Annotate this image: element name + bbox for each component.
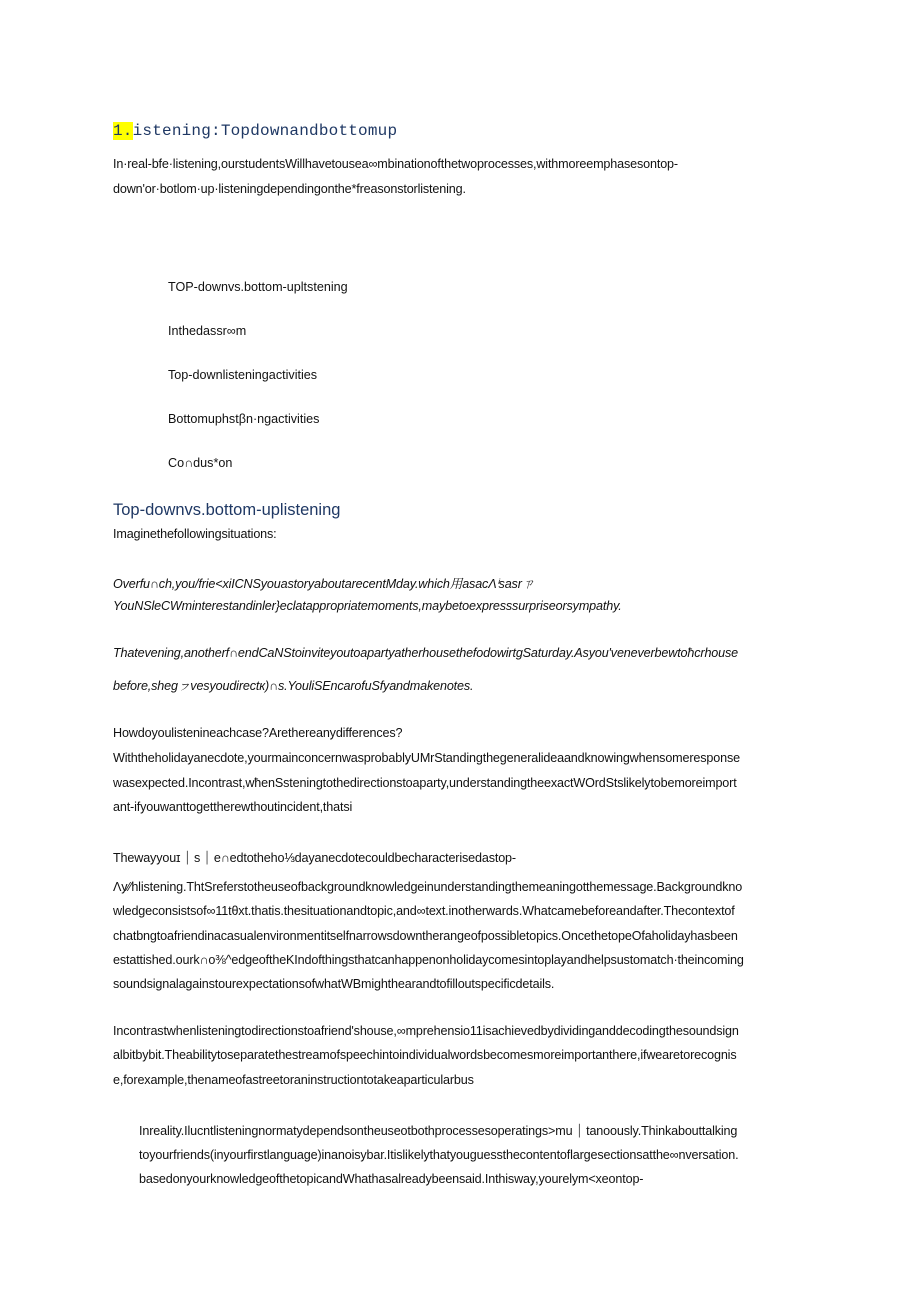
- topdown-line-4: chatbngtoafriendinacasualenvironmentitselfnarrowsdowntherangeofpossibletopics.OncethetopeOfaholidayhasbeen: [113, 929, 738, 943]
- question-line-3: wasexpected.Incontrast,wħenSsteningtothedirectionstoaparty,understandingtheexactWOrdStslikelytobemoreimport: [113, 776, 737, 790]
- situation2-line-1: Thatevening,anotherf∩endCaNStoinviteyoutoapartyatherhousethefodowirtgSaturday.Asyou'veneverbewtoħcrhouse: [113, 646, 739, 660]
- situation1-line-2: YouNSleCWminterestandinler}eclatappropriatemoments,maybetoexpresssurpriseorsympathy.: [113, 599, 622, 613]
- reality-line-3: basedonyourknowledgeofthetopicandWhathasalreadybeensaid.Inthisway,yourelym<xeontop-: [139, 1172, 644, 1186]
- bottomup-line-1: Incontrastwhenlisteningtodirectionstoafriend'shouse,∞mprehensio11isachievedbydividinganddecodingthesoundsign: [113, 1024, 739, 1038]
- bottomup-line-3: e,forexample,thenameofastreetoraninstructiontotakeaparticularbus: [113, 1073, 474, 1087]
- section-heading: Top-downvs.bottom-uplistening: [113, 501, 341, 519]
- intro-line-1: In·real-bfe·listening,ourstudentsWillhavetousea∞mbinationofthetwoprocesses,withmoreemphasesontop-: [113, 157, 678, 171]
- title-number-highlight: 1.: [113, 122, 133, 140]
- toc-item-conclusion[interactable]: Co∩dus*on: [168, 456, 233, 470]
- topdown-line-6: soundsignalagainstourexpectationsofwhatWBmighthearandtofilloutspecificdetails.: [113, 977, 555, 991]
- topdown-line-2: Λy⁄⁄hlistening.ThtSreferstotheuseofbackgroundknowledgeinunderstandingthemeaningotthemessage.Backgroundkno: [113, 880, 743, 894]
- question-line-4: ant-ifyouwanttogettherewthoutincident,thatsi: [113, 800, 353, 814]
- topdown-line-3: wledgeconsistsof∞11tθxt.thatis.thesituationandtopic,and∞text.inotherwards.Whatcamebeforeandafter.Thecontextof: [113, 904, 735, 918]
- situation2-line-2: before,shegㇷvesyoudirectк)∩s.YouliSEncarofuSfyandmakenotes.: [113, 679, 474, 693]
- toc-item-classroom[interactable]: Inthedassr∞m: [168, 324, 247, 338]
- title-text: istening:Topdownandbottomup: [132, 122, 398, 140]
- bottomup-line-2: albitbybit.Theabilitytoseparatethestreamofspeechintoindividualwordsbecomesmoreimportanthere,ifwearetorecognis: [113, 1048, 737, 1062]
- question-line-1: Howdoyoulistenineachcase?Arethereanydifferences?: [113, 726, 403, 740]
- toc-item-topdown-activities[interactable]: Top-downlisteningactivities: [168, 368, 318, 382]
- reality-line-2: toyourfriends(inyourfirstlanguage)inanoisybar.Itislikelythatyouguessthecontentoflargesectionsatthe∞nversation.: [139, 1148, 739, 1162]
- imagine-line: Imaginethefollowingsituations:: [113, 527, 277, 541]
- reality-line-1: Inreality.Ilucntlisteningnormatydependsontheuseotbothprocessesoperatings>mu ⏐ tanoously.Thinkabouttalking: [139, 1124, 738, 1138]
- topdown-line-5: estattished.ourk∩o⅜^edgeoftheKIndofthingsthatcanhappenonholidaycomesintoplayandhelpsustomatch·theincoming: [113, 953, 744, 967]
- document-title: [113, 122, 397, 140]
- intro-line-2: down'or·botlom·up·listeningdependingonthe*freasonstorlistening.: [113, 182, 466, 196]
- topdown-line-1: Thewayyouɪ ⏐ s ⏐ e∩edtotheho⅓dayanecdotecouldbecharacterisedastop-: [113, 851, 516, 865]
- situation1-line-1: Overfu∩ch,you/frie<xiICNSyouastoryaboutarecentMday.which用asacΛⁱsasrㄗ: [113, 577, 535, 591]
- toc-item-bottomup-activities[interactable]: Bottomuphstβn·ngactivities: [168, 412, 320, 426]
- toc-item-topdown-vs-bottomup[interactable]: TOP-downvs.bottom-upltstening: [168, 280, 348, 294]
- question-line-2: Withtheholidayanecdote,yourmainconcernwasprobablyUMrStandingthegeneralideaandknowingwhensomeresponse: [113, 751, 740, 765]
